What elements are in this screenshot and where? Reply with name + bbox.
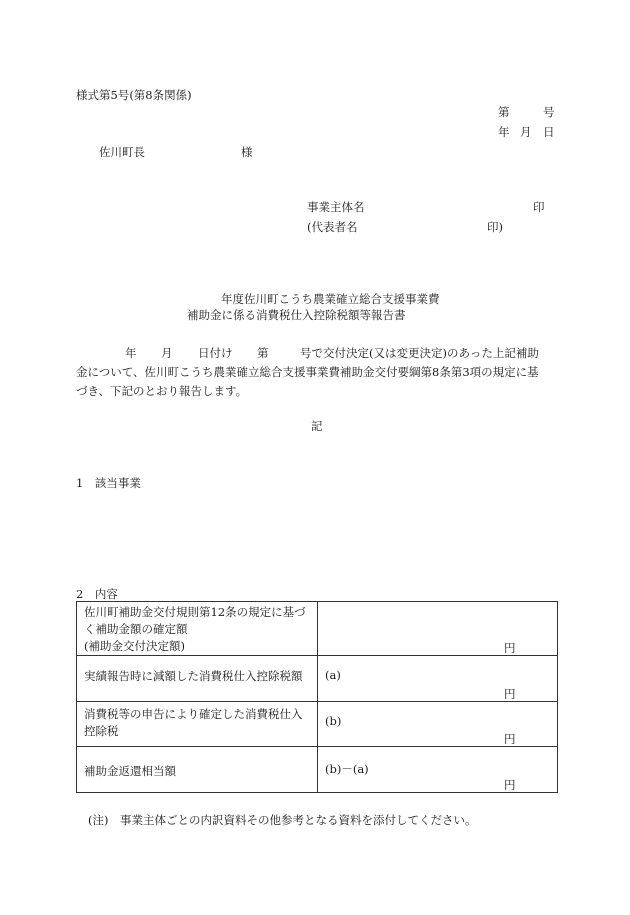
row-label-line: 補助金返還相当額 [84, 764, 176, 778]
entity-seal: 印 [533, 200, 545, 214]
date-month: 月 [520, 125, 532, 139]
form-number: 様式第5号(第8条関係) [76, 88, 192, 102]
table-row [77, 747, 558, 793]
row-value-cell [318, 656, 558, 702]
number-dai: 第 [498, 105, 510, 119]
representative-seal: 印) [487, 220, 503, 234]
yen-unit: 円 [504, 687, 516, 701]
row-label-line: 佐川町補助金交付規則第12条の規定に基づ [84, 605, 306, 619]
section-1-heading: 1 該当事業 [76, 476, 141, 490]
yen-unit: 円 [504, 778, 516, 792]
row-label-line: (補助金交付決定額) [84, 639, 185, 653]
row-value-cell [318, 747, 558, 793]
row-value: (b)－(a) [325, 762, 369, 776]
body-dated: 日付け [198, 346, 233, 360]
content-table [76, 601, 558, 793]
row-value: (b) [325, 714, 342, 728]
note: (注) 事業主体ごとの内訳資料その他参考となる資料を添付してください。 [88, 813, 477, 827]
row-label-line: 実績報告時に減額した消費税仕入控除税額 [84, 669, 303, 683]
ki-heading: 記 [311, 419, 323, 433]
row-label-cell [77, 702, 318, 747]
number-go: 号 [543, 105, 555, 119]
row-label-cell [77, 747, 318, 793]
yen-unit: 円 [504, 641, 516, 655]
row-label-line: 消費税等の申告により確定した消費税仕入 [84, 707, 303, 721]
row-label-line: 控除税 [84, 724, 119, 738]
date-day: 日 [543, 125, 555, 139]
body-line-1-rest: 号で交付決定(又は変更決定)のあった上記補助 [300, 346, 539, 360]
row-value-cell [318, 602, 558, 656]
addressee-suffix: 様 [241, 145, 253, 159]
body-month: 月 [161, 346, 173, 360]
row-value-cell [318, 702, 558, 747]
row-label-line: く補助金額の確定額 [84, 622, 188, 636]
row-label-cell [77, 602, 318, 656]
body-year: 年 [125, 346, 137, 360]
row-label-cell [77, 656, 318, 702]
section-2-heading: 2 内容 [76, 587, 118, 601]
yen-unit: 円 [504, 732, 516, 746]
addressee: 佐川町長 [99, 145, 145, 159]
table-row [77, 602, 558, 656]
entity-label: 事業主体名 [307, 200, 365, 214]
title-line-2: 補助金に係る消費税仕入控除税額等報告書 [187, 308, 406, 322]
representative-label: (代表者名 [307, 220, 358, 234]
date-year: 年 [498, 125, 510, 139]
title-line-1: 年度佐川町こうち農業確立総合支援事業費 [221, 292, 440, 306]
body-line-2: 金について、佐川町こうち農業確立総合支援事業費補助金交付要綱第8条第3項の規定に基 [76, 365, 539, 379]
table-row [77, 656, 558, 702]
body-line-3: づき、下記のとおり報告します。 [76, 384, 248, 398]
table-row [77, 702, 558, 747]
body-dai: 第 [257, 346, 269, 360]
row-value: (a) [325, 668, 341, 682]
